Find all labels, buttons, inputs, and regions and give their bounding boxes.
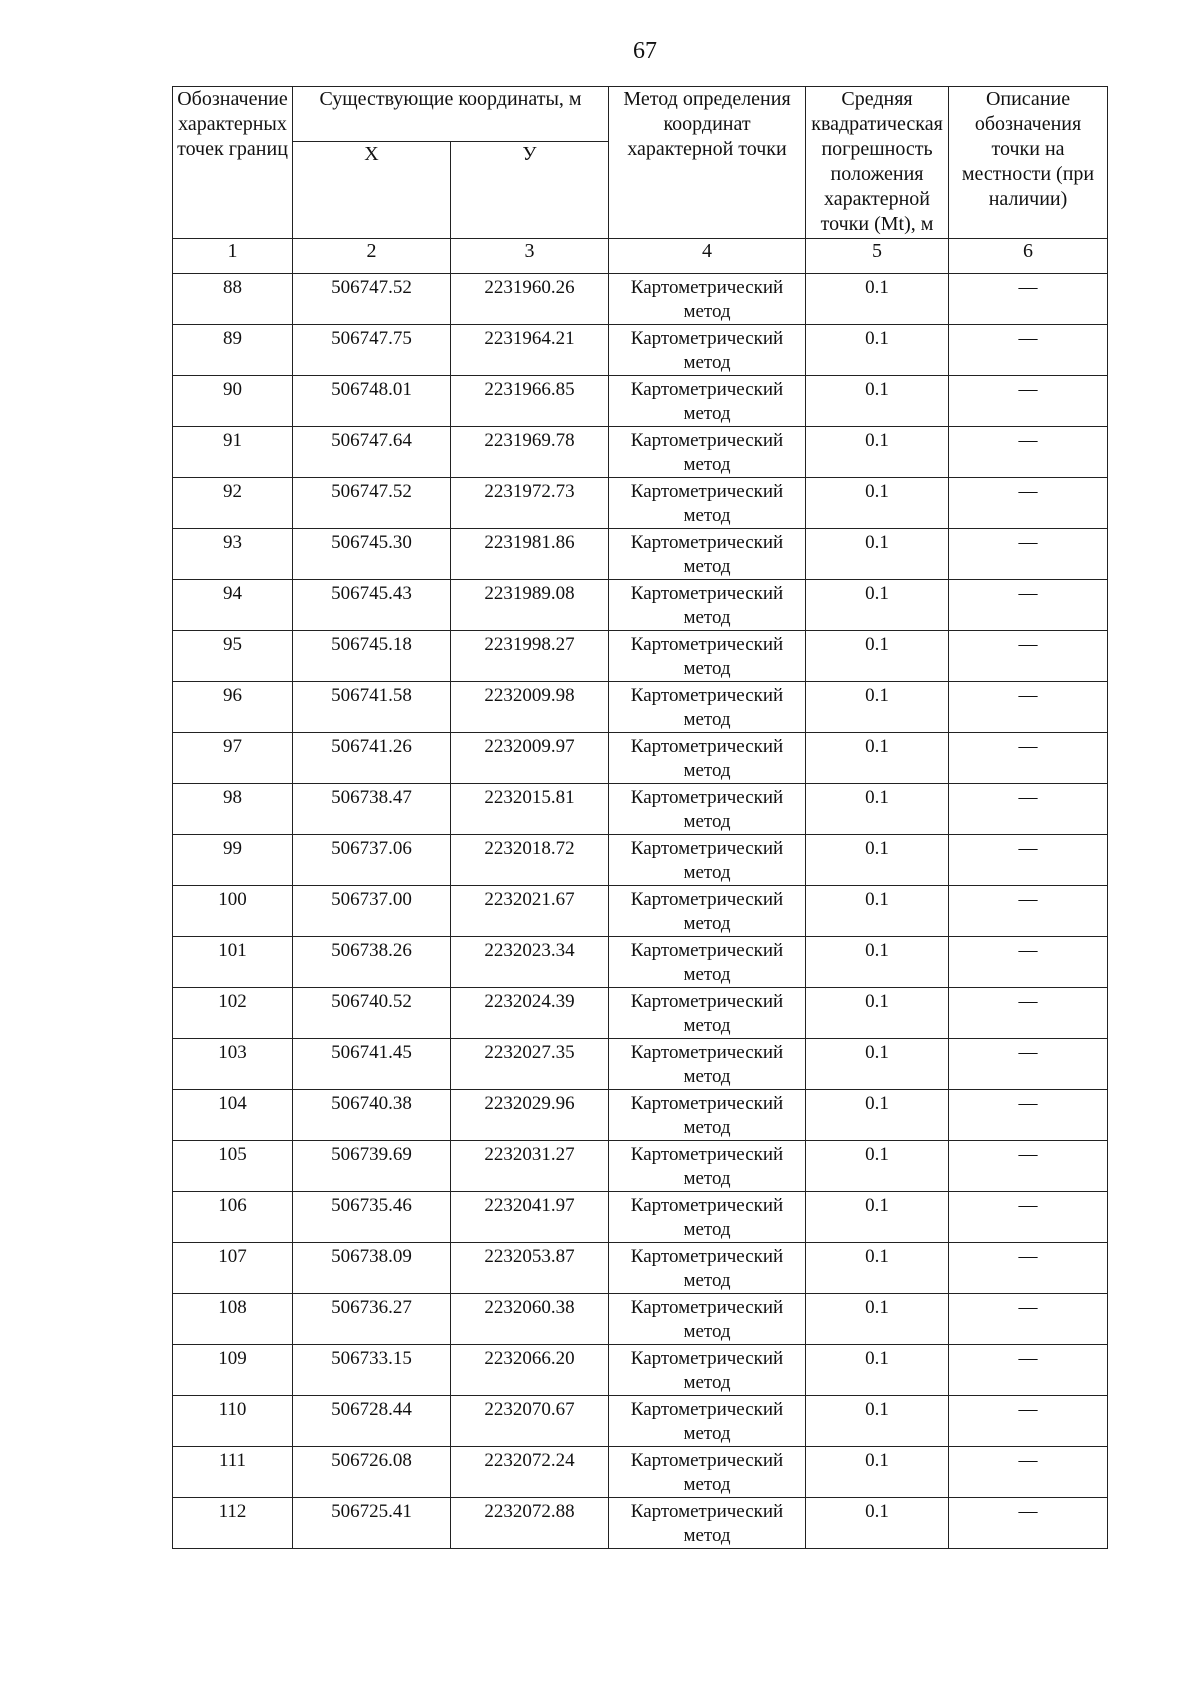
method-cell: Картометрический метод <box>609 1243 806 1294</box>
table-row <box>173 1345 1108 1396</box>
table-row <box>173 1192 1108 1243</box>
table-row <box>173 274 1108 325</box>
description-cell: — <box>949 274 1108 325</box>
header-mean-error: Средняя квадратическая погрешность положения характерной точки (Mt), м <box>806 87 949 239</box>
description-cell: — <box>949 1141 1108 1192</box>
y-coordinate-cell: 2231966.85 <box>451 376 609 427</box>
mean-error-cell: 0.1 <box>806 1447 949 1498</box>
method-cell: Картометрический метод <box>609 886 806 937</box>
table-row <box>173 1141 1108 1192</box>
point-cell: 95 <box>173 631 293 682</box>
x-coordinate-cell: 506736.27 <box>293 1294 451 1345</box>
method-cell: Картометрический метод <box>609 682 806 733</box>
x-coordinate-cell: 506745.43 <box>293 580 451 631</box>
point-cell: 96 <box>173 682 293 733</box>
method-cell: Картометрический метод <box>609 631 806 682</box>
method-cell: Картометрический метод <box>609 835 806 886</box>
table-row <box>173 835 1108 886</box>
x-coordinate-cell: 506747.75 <box>293 325 451 376</box>
x-coordinate-cell: 506738.26 <box>293 937 451 988</box>
x-coordinate-cell: 506725.41 <box>293 1498 451 1549</box>
mean-error-cell: 0.1 <box>806 478 949 529</box>
point-cell: 111 <box>173 1447 293 1498</box>
method-cell: Картометрический метод <box>609 325 806 376</box>
description-cell: — <box>949 427 1108 478</box>
x-coordinate-cell: 506747.52 <box>293 274 451 325</box>
point-cell: 93 <box>173 529 293 580</box>
description-cell: — <box>949 835 1108 886</box>
column-number: 1 <box>173 239 293 274</box>
method-cell: Картометрический метод <box>609 1141 806 1192</box>
mean-error-cell: 0.1 <box>806 682 949 733</box>
description-cell: — <box>949 631 1108 682</box>
x-coordinate-cell: 506745.18 <box>293 631 451 682</box>
y-coordinate-cell: 2231960.26 <box>451 274 609 325</box>
mean-error-cell: 0.1 <box>806 376 949 427</box>
y-coordinate-cell: 2232060.38 <box>451 1294 609 1345</box>
point-cell: 91 <box>173 427 293 478</box>
table-header <box>173 87 1108 239</box>
x-coordinate-cell: 506747.52 <box>293 478 451 529</box>
table-row <box>173 988 1108 1039</box>
point-cell: 109 <box>173 1345 293 1396</box>
x-coordinate-cell: 506735.46 <box>293 1192 451 1243</box>
y-coordinate-cell: 2231981.86 <box>451 529 609 580</box>
mean-error-cell: 0.1 <box>806 427 949 478</box>
point-cell: 105 <box>173 1141 293 1192</box>
point-cell: 106 <box>173 1192 293 1243</box>
point-cell: 99 <box>173 835 293 886</box>
column-number: 2 <box>293 239 451 274</box>
x-coordinate-cell: 506738.09 <box>293 1243 451 1294</box>
header-method: Метод определения координат характерной точки <box>609 87 806 239</box>
mean-error-cell: 0.1 <box>806 1141 949 1192</box>
table-row <box>173 478 1108 529</box>
table-row <box>173 529 1108 580</box>
method-cell: Картометрический метод <box>609 1345 806 1396</box>
y-coordinate-cell: 2232066.20 <box>451 1345 609 1396</box>
table-row <box>173 427 1108 478</box>
column-number: 4 <box>609 239 806 274</box>
mean-error-cell: 0.1 <box>806 1039 949 1090</box>
method-cell: Картометрический метод <box>609 988 806 1039</box>
table-row <box>173 886 1108 937</box>
point-cell: 108 <box>173 1294 293 1345</box>
description-cell: — <box>949 478 1108 529</box>
description-cell: — <box>949 1294 1108 1345</box>
description-cell: — <box>949 376 1108 427</box>
mean-error-cell: 0.1 <box>806 1243 949 1294</box>
point-cell: 102 <box>173 988 293 1039</box>
y-coordinate-cell: 2231969.78 <box>451 427 609 478</box>
description-cell: — <box>949 1243 1108 1294</box>
description-cell: — <box>949 1396 1108 1447</box>
table-row <box>173 325 1108 376</box>
x-coordinate-cell: 506740.52 <box>293 988 451 1039</box>
y-coordinate-cell: 2232021.67 <box>451 886 609 937</box>
y-coordinate-cell: 2232015.81 <box>451 784 609 835</box>
mean-error-cell: 0.1 <box>806 937 949 988</box>
mean-error-cell: 0.1 <box>806 325 949 376</box>
mean-error-cell: 0.1 <box>806 529 949 580</box>
method-cell: Картометрический метод <box>609 1090 806 1141</box>
table-row <box>173 1243 1108 1294</box>
x-coordinate-cell: 506739.69 <box>293 1141 451 1192</box>
y-coordinate-cell: 2232027.35 <box>451 1039 609 1090</box>
table-row <box>173 1447 1108 1498</box>
y-coordinate-cell: 2232029.96 <box>451 1090 609 1141</box>
description-cell: — <box>949 529 1108 580</box>
y-coordinate-cell: 2231964.21 <box>451 325 609 376</box>
method-cell: Картометрический метод <box>609 478 806 529</box>
point-cell: 92 <box>173 478 293 529</box>
method-cell: Картометрический метод <box>609 427 806 478</box>
mean-error-cell: 0.1 <box>806 1498 949 1549</box>
y-coordinate-cell: 2231972.73 <box>451 478 609 529</box>
method-cell: Картометрический метод <box>609 937 806 988</box>
table-body <box>173 274 1108 1549</box>
y-coordinate-cell: 2232018.72 <box>451 835 609 886</box>
description-cell: — <box>949 1498 1108 1549</box>
method-cell: Картометрический метод <box>609 1447 806 1498</box>
y-coordinate-cell: 2232072.24 <box>451 1447 609 1498</box>
mean-error-cell: 0.1 <box>806 1294 949 1345</box>
x-coordinate-cell: 506728.44 <box>293 1396 451 1447</box>
y-coordinate-cell: 2231998.27 <box>451 631 609 682</box>
y-coordinate-cell: 2232009.98 <box>451 682 609 733</box>
table-row <box>173 682 1108 733</box>
description-cell: — <box>949 1039 1108 1090</box>
y-coordinate-cell: 2232041.97 <box>451 1192 609 1243</box>
header-description: Описание обозначения точки на местности (при наличии) <box>949 87 1108 239</box>
method-cell: Картометрический метод <box>609 784 806 835</box>
method-cell: Картометрический метод <box>609 1039 806 1090</box>
y-coordinate-cell: 2232070.67 <box>451 1396 609 1447</box>
y-coordinate-cell: 2232024.39 <box>451 988 609 1039</box>
header-x: X <box>293 142 451 239</box>
coordinates-table <box>172 86 1108 1549</box>
description-cell: — <box>949 1192 1108 1243</box>
header-existing-coordinates: Существующие координаты, м <box>293 87 609 142</box>
table-row <box>173 784 1108 835</box>
method-cell: Картометрический метод <box>609 1192 806 1243</box>
x-coordinate-cell: 506741.45 <box>293 1039 451 1090</box>
mean-error-cell: 0.1 <box>806 1192 949 1243</box>
mean-error-cell: 0.1 <box>806 631 949 682</box>
description-cell: — <box>949 325 1108 376</box>
method-cell: Картометрический метод <box>609 733 806 784</box>
mean-error-cell: 0.1 <box>806 1090 949 1141</box>
table-row <box>173 937 1108 988</box>
page-number: 67 <box>633 38 657 64</box>
x-coordinate-cell: 506741.26 <box>293 733 451 784</box>
point-cell: 90 <box>173 376 293 427</box>
x-coordinate-cell: 506747.64 <box>293 427 451 478</box>
description-cell: — <box>949 1345 1108 1396</box>
y-coordinate-cell: 2231989.08 <box>451 580 609 631</box>
method-cell: Картометрический метод <box>609 1498 806 1549</box>
description-cell: — <box>949 784 1108 835</box>
x-coordinate-cell: 506737.06 <box>293 835 451 886</box>
mean-error-cell: 0.1 <box>806 886 949 937</box>
table-row <box>173 580 1108 631</box>
table-row <box>173 376 1108 427</box>
header-y: У <box>451 142 609 239</box>
x-coordinate-cell: 506740.38 <box>293 1090 451 1141</box>
mean-error-cell: 0.1 <box>806 784 949 835</box>
point-cell: 94 <box>173 580 293 631</box>
point-cell: 101 <box>173 937 293 988</box>
table-row <box>173 1090 1108 1141</box>
mean-error-cell: 0.1 <box>806 733 949 784</box>
description-cell: — <box>949 733 1108 784</box>
table-row <box>173 631 1108 682</box>
column-number: 3 <box>451 239 609 274</box>
point-cell: 104 <box>173 1090 293 1141</box>
description-cell: — <box>949 937 1108 988</box>
description-cell: — <box>949 886 1108 937</box>
table-row <box>173 1294 1108 1345</box>
method-cell: Картометрический метод <box>609 376 806 427</box>
x-coordinate-cell: 506748.01 <box>293 376 451 427</box>
x-coordinate-cell: 506737.00 <box>293 886 451 937</box>
x-coordinate-cell: 506745.30 <box>293 529 451 580</box>
table-row <box>173 1396 1108 1447</box>
mean-error-cell: 0.1 <box>806 1396 949 1447</box>
mean-error-cell: 0.1 <box>806 988 949 1039</box>
description-cell: — <box>949 988 1108 1039</box>
description-cell: — <box>949 1090 1108 1141</box>
x-coordinate-cell: 506738.47 <box>293 784 451 835</box>
x-coordinate-cell: 506726.08 <box>293 1447 451 1498</box>
point-cell: 103 <box>173 1039 293 1090</box>
column-number: 6 <box>949 239 1108 274</box>
point-cell: 88 <box>173 274 293 325</box>
method-cell: Картометрический метод <box>609 274 806 325</box>
point-cell: 110 <box>173 1396 293 1447</box>
method-cell: Картометрический метод <box>609 580 806 631</box>
column-number-row <box>173 239 1108 274</box>
x-coordinate-cell: 506733.15 <box>293 1345 451 1396</box>
point-cell: 98 <box>173 784 293 835</box>
y-coordinate-cell: 2232072.88 <box>451 1498 609 1549</box>
y-coordinate-cell: 2232031.27 <box>451 1141 609 1192</box>
table-row <box>173 1039 1108 1090</box>
method-cell: Картометрический метод <box>609 1396 806 1447</box>
point-cell: 107 <box>173 1243 293 1294</box>
point-cell: 112 <box>173 1498 293 1549</box>
mean-error-cell: 0.1 <box>806 1345 949 1396</box>
mean-error-cell: 0.1 <box>806 580 949 631</box>
point-cell: 89 <box>173 325 293 376</box>
method-cell: Картометрический метод <box>609 1294 806 1345</box>
header-point-designation: Обозначение характерных точек границ <box>173 87 293 239</box>
mean-error-cell: 0.1 <box>806 274 949 325</box>
description-cell: — <box>949 1447 1108 1498</box>
point-cell: 97 <box>173 733 293 784</box>
table-row <box>173 1498 1108 1549</box>
description-cell: — <box>949 682 1108 733</box>
method-cell: Картометрический метод <box>609 529 806 580</box>
column-number: 5 <box>806 239 949 274</box>
x-coordinate-cell: 506741.58 <box>293 682 451 733</box>
mean-error-cell: 0.1 <box>806 835 949 886</box>
table-row <box>173 733 1108 784</box>
description-cell: — <box>949 580 1108 631</box>
point-cell: 100 <box>173 886 293 937</box>
y-coordinate-cell: 2232053.87 <box>451 1243 609 1294</box>
y-coordinate-cell: 2232009.97 <box>451 733 609 784</box>
y-coordinate-cell: 2232023.34 <box>451 937 609 988</box>
